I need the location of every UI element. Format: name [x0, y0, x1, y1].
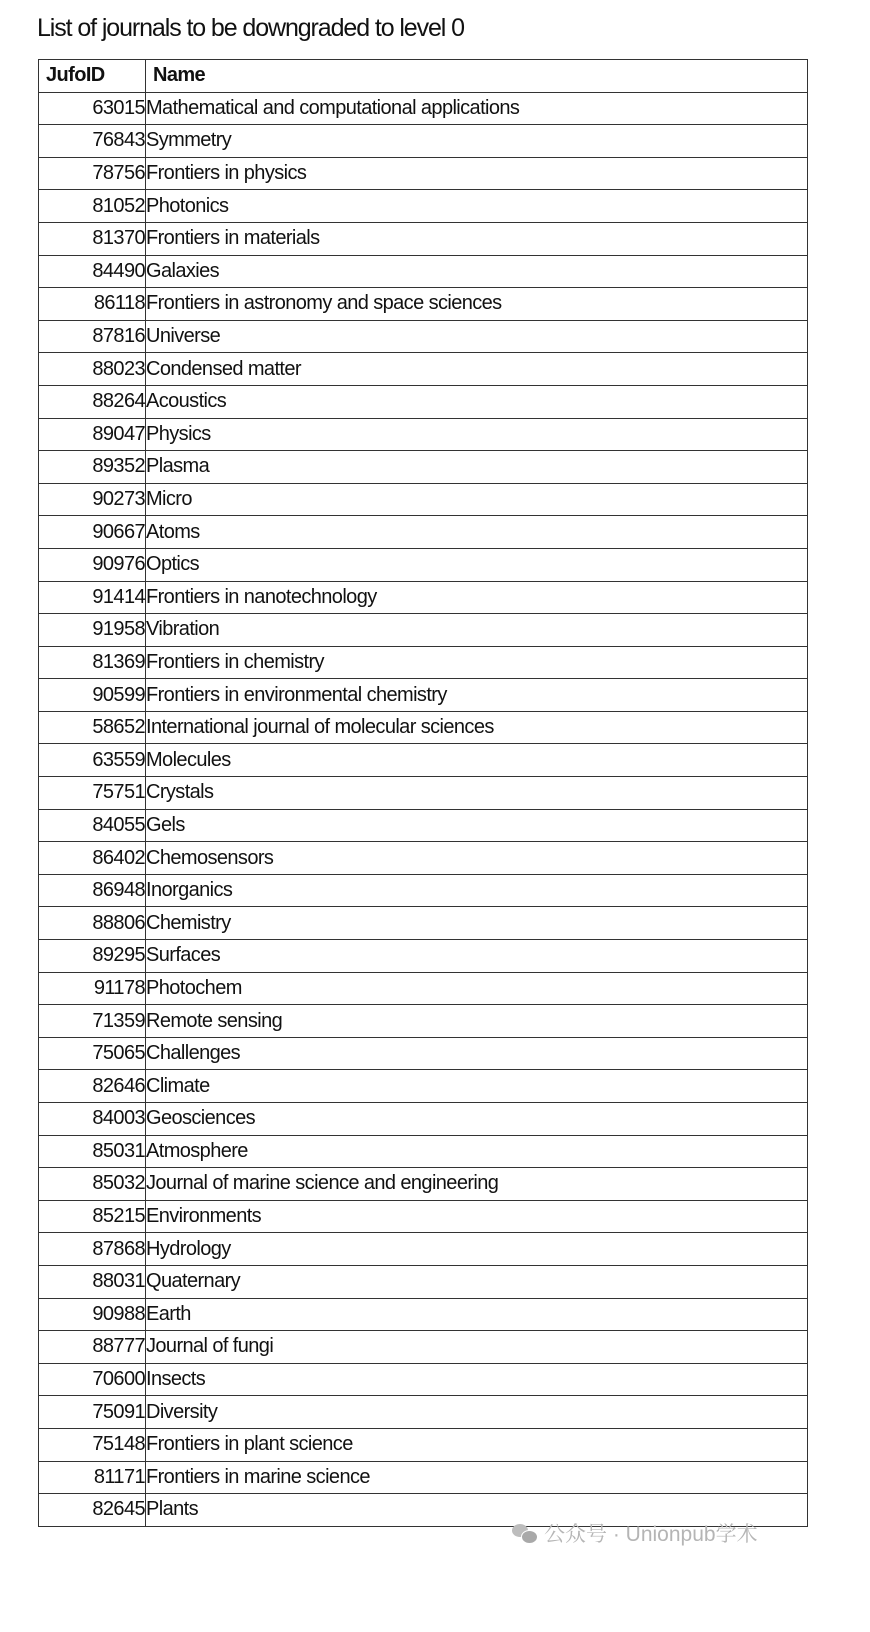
table-row	[39, 1428, 808, 1461]
jufo-id-cell: 75751	[39, 777, 146, 810]
journal-name-cell: Remote sensing	[146, 1005, 808, 1038]
journal-name-cell: Crystals	[146, 777, 808, 810]
jufo-id-cell: 89047	[39, 418, 146, 451]
jufo-id-cell: 82646	[39, 1070, 146, 1103]
jufo-id-cell: 86118	[39, 288, 146, 321]
table-row	[39, 1135, 808, 1168]
journal-name-cell: Surfaces	[146, 940, 808, 973]
journal-name-cell: Vibration	[146, 614, 808, 647]
journal-name-cell: Molecules	[146, 744, 808, 777]
table-row	[39, 940, 808, 973]
table-row	[39, 679, 808, 712]
journal-name-cell: International journal of molecular sciences	[146, 711, 808, 744]
watermark	[512, 1518, 758, 1548]
journal-name-cell: Frontiers in environmental chemistry	[146, 679, 808, 712]
jufo-id-cell: 85031	[39, 1135, 146, 1168]
table-row	[39, 614, 808, 647]
jufo-id-cell: 81052	[39, 190, 146, 223]
table-row	[39, 1168, 808, 1201]
journal-name-cell: Universe	[146, 320, 808, 353]
journal-name-cell: Plasma	[146, 451, 808, 484]
jufo-id-cell: 75148	[39, 1428, 146, 1461]
table-row	[39, 222, 808, 255]
wechat-icon	[512, 1522, 538, 1544]
table-row	[39, 972, 808, 1005]
journal-name-cell: Optics	[146, 548, 808, 581]
table-row	[39, 516, 808, 549]
journal-name-cell: Mathematical and computational applications	[146, 92, 808, 125]
table-row	[39, 288, 808, 321]
jufo-id-cell: 90667	[39, 516, 146, 549]
jufo-id-cell: 63015	[39, 92, 146, 125]
journal-name-cell: Insects	[146, 1363, 808, 1396]
journal-name-cell: Condensed matter	[146, 353, 808, 386]
journal-name-cell: Frontiers in plant science	[146, 1428, 808, 1461]
table-row	[39, 451, 808, 484]
jufo-id-cell: 75065	[39, 1037, 146, 1070]
jufo-id-cell: 75091	[39, 1396, 146, 1429]
journal-name-cell: Atoms	[146, 516, 808, 549]
table-row	[39, 1103, 808, 1136]
journal-name-cell: Gels	[146, 809, 808, 842]
jufo-id-cell: 70600	[39, 1363, 146, 1396]
journal-name-cell: Frontiers in marine science	[146, 1461, 808, 1494]
table-row	[39, 320, 808, 353]
jufo-id-cell: 90273	[39, 483, 146, 516]
table-row	[39, 646, 808, 679]
jufo-id-cell: 89352	[39, 451, 146, 484]
jufo-id-cell: 91414	[39, 581, 146, 614]
jufo-id-cell: 89295	[39, 940, 146, 973]
jufo-id-cell: 84055	[39, 809, 146, 842]
jufo-id-cell: 81369	[39, 646, 146, 679]
journal-name-cell: Geosciences	[146, 1103, 808, 1136]
table-row	[39, 581, 808, 614]
column-header-jufoid: JufoID	[39, 60, 146, 93]
table-row	[39, 777, 808, 810]
journal-name-cell: Photonics	[146, 190, 808, 223]
table-row	[39, 1200, 808, 1233]
table-row	[39, 874, 808, 907]
table-row	[39, 1265, 808, 1298]
journal-name-cell: Diversity	[146, 1396, 808, 1429]
jufo-id-cell: 90976	[39, 548, 146, 581]
journal-name-cell: Frontiers in nanotechnology	[146, 581, 808, 614]
jufo-id-cell: 58652	[39, 711, 146, 744]
jufo-id-cell: 71359	[39, 1005, 146, 1038]
table-row	[39, 1363, 808, 1396]
journal-name-cell: Inorganics	[146, 874, 808, 907]
journal-name-cell: Chemosensors	[146, 842, 808, 875]
jufo-id-cell: 91178	[39, 972, 146, 1005]
jufo-id-cell: 63559	[39, 744, 146, 777]
journal-name-cell: Galaxies	[146, 255, 808, 288]
journal-name-cell: Journal of fungi	[146, 1331, 808, 1364]
journal-name-cell: Climate	[146, 1070, 808, 1103]
jufo-id-cell: 87868	[39, 1233, 146, 1266]
table-row	[39, 711, 808, 744]
journals-table	[38, 59, 808, 1527]
jufo-id-cell: 85032	[39, 1168, 146, 1201]
jufo-id-cell: 86402	[39, 842, 146, 875]
jufo-id-cell: 84003	[39, 1103, 146, 1136]
table-row	[39, 1396, 808, 1429]
table-row	[39, 1005, 808, 1038]
jufo-id-cell: 88023	[39, 353, 146, 386]
table-row	[39, 385, 808, 418]
table-row	[39, 842, 808, 875]
journal-name-cell: Frontiers in physics	[146, 157, 808, 190]
table-row	[39, 483, 808, 516]
table-row	[39, 1070, 808, 1103]
table-row	[39, 92, 808, 125]
jufo-id-cell: 88031	[39, 1265, 146, 1298]
table-row	[39, 418, 808, 451]
table-row	[39, 190, 808, 223]
jufo-id-cell: 78756	[39, 157, 146, 190]
journal-name-cell: Hydrology	[146, 1233, 808, 1266]
jufo-id-cell: 76843	[39, 125, 146, 158]
jufo-id-cell: 84490	[39, 255, 146, 288]
page-title: List of journals to be downgraded to level 0	[37, 14, 464, 42]
journal-name-cell: Acoustics	[146, 385, 808, 418]
table-body	[39, 92, 808, 1526]
journal-name-cell: Challenges	[146, 1037, 808, 1070]
jufo-id-cell: 90599	[39, 679, 146, 712]
jufo-id-cell: 88806	[39, 907, 146, 940]
journal-name-cell: Plants	[146, 1494, 808, 1527]
table-row	[39, 255, 808, 288]
table-row	[39, 125, 808, 158]
journal-name-cell: Atmosphere	[146, 1135, 808, 1168]
journal-name-cell: Quaternary	[146, 1265, 808, 1298]
table-row	[39, 1037, 808, 1070]
table-row	[39, 1233, 808, 1266]
jufo-id-cell: 86948	[39, 874, 146, 907]
jufo-id-cell: 87816	[39, 320, 146, 353]
journal-name-cell: Frontiers in materials	[146, 222, 808, 255]
jufo-id-cell: 88264	[39, 385, 146, 418]
journal-name-cell: Photochem	[146, 972, 808, 1005]
jufo-id-cell: 81171	[39, 1461, 146, 1494]
table-row	[39, 1331, 808, 1364]
column-header-name: Name	[146, 60, 808, 93]
table-row	[39, 1461, 808, 1494]
jufo-id-cell: 85215	[39, 1200, 146, 1233]
journal-name-cell: Frontiers in chemistry	[146, 646, 808, 679]
journal-name-cell: Symmetry	[146, 125, 808, 158]
journal-name-cell: Chemistry	[146, 907, 808, 940]
table-row	[39, 809, 808, 842]
table-header-row	[39, 60, 808, 93]
jufo-id-cell: 88777	[39, 1331, 146, 1364]
table-row	[39, 157, 808, 190]
journal-name-cell: Environments	[146, 1200, 808, 1233]
watermark-text: 公众号 · Unionpub学术	[544, 1523, 758, 1546]
journal-name-cell: Earth	[146, 1298, 808, 1331]
table-row	[39, 548, 808, 581]
jufo-id-cell: 81370	[39, 222, 146, 255]
table-row	[39, 1298, 808, 1331]
table-row	[39, 907, 808, 940]
journal-name-cell: Physics	[146, 418, 808, 451]
journal-name-cell: Journal of marine science and engineering	[146, 1168, 808, 1201]
table-row	[39, 744, 808, 777]
table-row	[39, 353, 808, 386]
journal-name-cell: Micro	[146, 483, 808, 516]
jufo-id-cell: 82645	[39, 1494, 146, 1527]
jufo-id-cell: 90988	[39, 1298, 146, 1331]
jufo-id-cell: 91958	[39, 614, 146, 647]
journal-name-cell: Frontiers in astronomy and space sciences	[146, 288, 808, 321]
